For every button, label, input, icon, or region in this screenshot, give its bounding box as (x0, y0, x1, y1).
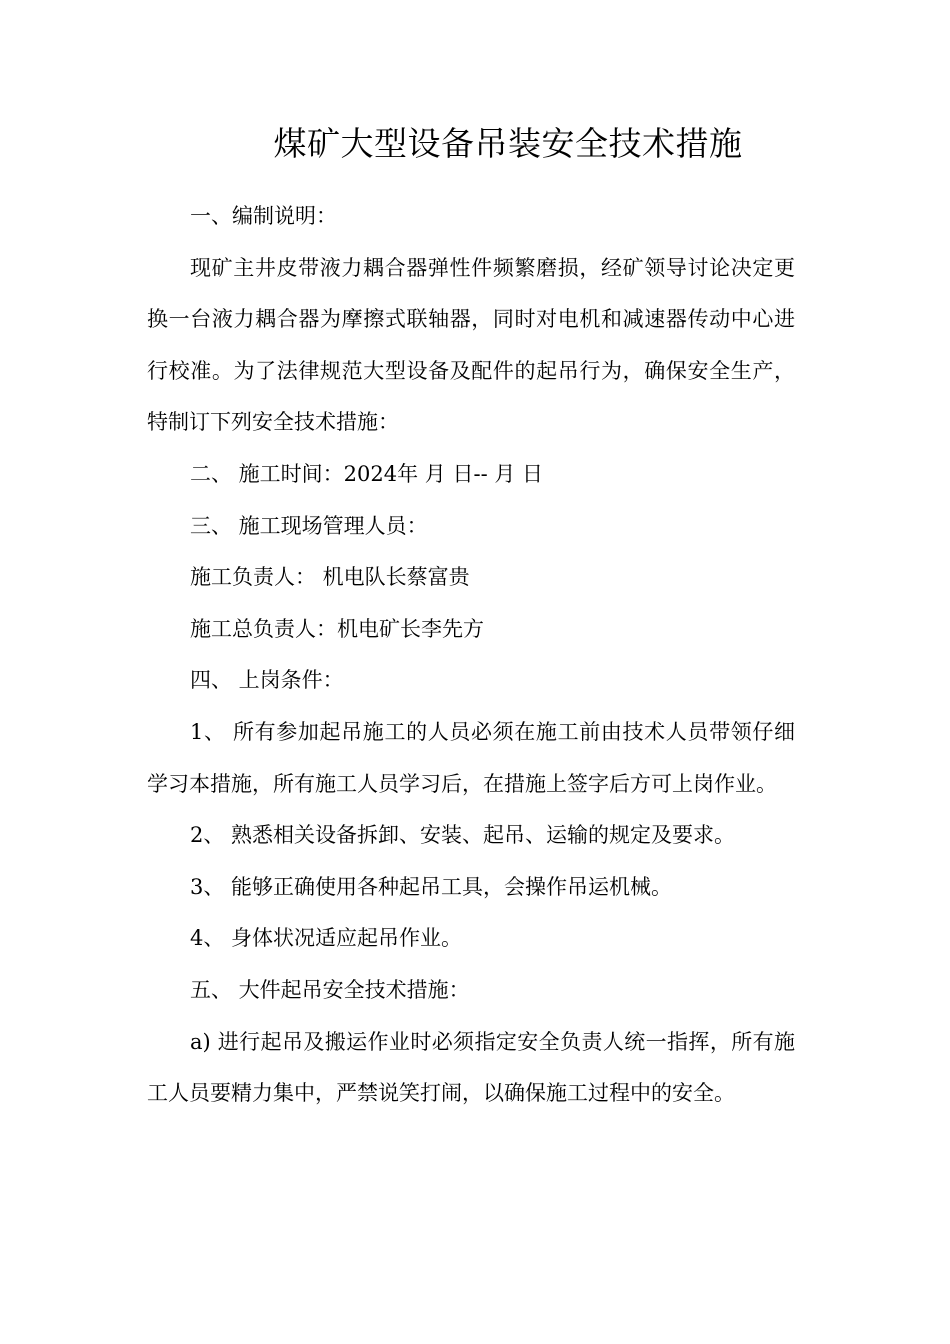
list-item-requirement-2: 2、 熟悉相关设备拆卸、安装、起吊、运输的规定及要求。 (190, 823, 736, 848)
list-item-measure-a: a) 进行起吊及搬运作业时必须指定安全负责人统一指挥，所有施工人员要精力集中，严禁说笑打闹，以确保施工过程中的安全。 (147, 1029, 795, 1106)
section-heading-job-requirements: 四、 上岗条件： (190, 668, 344, 693)
section-heading-site-managers: 三、 施工现场管理人员： (190, 513, 428, 538)
document-body (147, 191, 795, 1120)
section-heading-lifting-measures: 五、 大件起吊安全技术措施： (190, 977, 470, 1002)
list-item-requirement-4: 4、 身体状况适应起吊作业。 (190, 926, 463, 951)
section-heading-construction-time: 二、 施工时间：2024年 月 日-- 月 日 (190, 461, 544, 486)
paragraph-construction-leader: 施工负责人： 机电队长蔡富贵 (190, 565, 470, 590)
section-heading-compilation-notes: 一、编制说明： (190, 204, 337, 228)
paragraph-general-leader: 施工总负责人：机电矿长李先方 (190, 616, 484, 641)
paragraph-background: 现矿主井皮带液力耦合器弹性件频繁磨损，经矿领导讨论决定更换一台液力耦合器为摩擦式联轴器，同时对电机和减速器传动中心进行校准。为了法律规范大型设备及配件的起吊行为，确保安全生产，特制订下列安全技术措施： (147, 255, 795, 435)
list-item-requirement-1: 1、 所有参加起吊施工的人员必须在施工前由技术人员带领仔细学习本措施，所有施工人员学习后，在措施上签字后方可上岗作业。 (147, 719, 795, 796)
list-item-requirement-3: 3、 能够正确使用各种起吊工具，会操作吊运机械。 (190, 874, 673, 899)
document-title: 煤矿大型设备吊装安全技术措施 (273, 124, 743, 163)
